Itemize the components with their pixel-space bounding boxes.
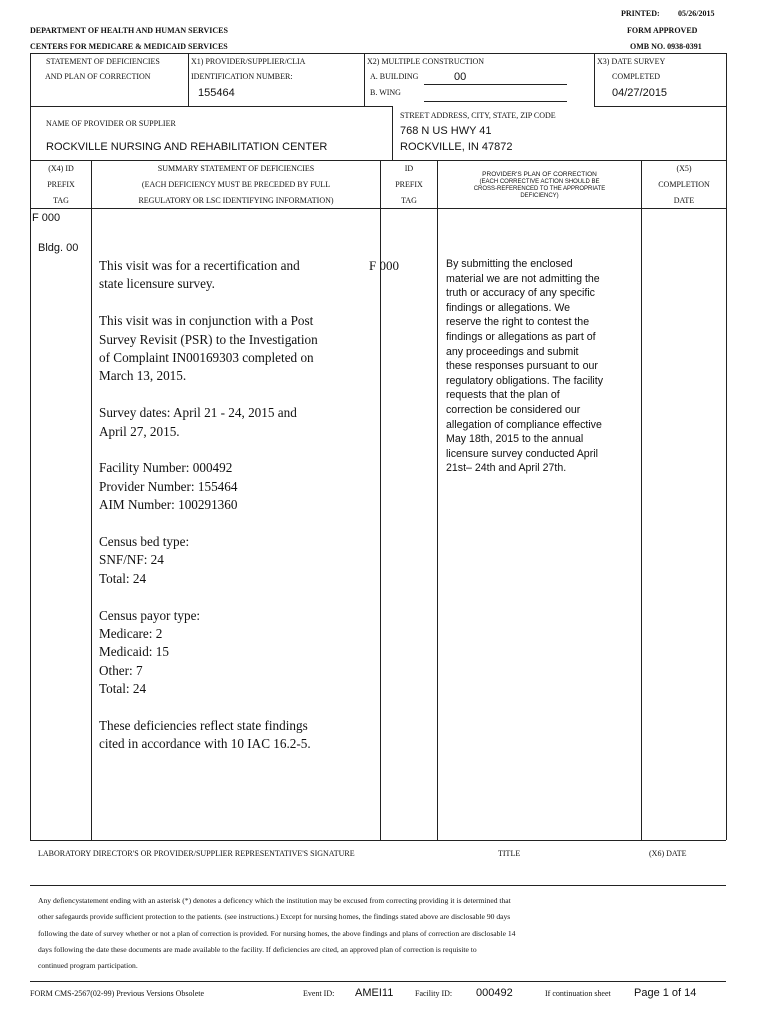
facility-id-value: 000492 — [476, 987, 513, 999]
x4-tag-label: TAG — [53, 196, 69, 205]
summary-line: This visit was for a recertification and — [99, 258, 300, 273]
footnote-line: days following the date these documents are made available to the facility. If deficiencies are cited, an approved plan of correction is requisite to — [38, 944, 477, 954]
building-tag: Bldg. 00 — [38, 242, 79, 254]
completion-label: COMPLETION — [658, 180, 710, 189]
summary-paragraph — [99, 404, 379, 441]
plan-line: these responses pursuant to our — [446, 360, 598, 373]
department-title: DEPARTMENT OF HEALTH AND HUMAN SERVICES — [30, 26, 228, 35]
form-approved: FORM APPROVED — [627, 26, 698, 35]
x6-date-label: (X6) DATE — [649, 849, 687, 858]
disclosure-footnote — [38, 893, 718, 974]
provider-id-value: 155464 — [198, 87, 235, 99]
statement-label: STATEMENT OF DEFICIENCIES — [46, 57, 160, 66]
plan-header-2: (EACH CORRECTIVE ACTION SHOULD BE — [479, 179, 600, 185]
summary-line: Census bed type: — [99, 534, 190, 550]
x2-construction-label: X2) MULTIPLE CONSTRUCTION — [367, 57, 485, 66]
footnote-line: following the date of survey whether or not a plan of correction is provided. For nursing homes, the above findings and plans of correction are disclosable 14 — [38, 928, 516, 938]
plan-header-4: DEFICIENCY) — [520, 193, 559, 199]
summary-line: These deficiencies reflect state findings — [99, 718, 308, 734]
summary-line: March 13, 2015. — [99, 368, 187, 384]
event-id-value: AMEI11 — [355, 987, 394, 999]
summary-header-2: (EACH DEFICIENCY MUST BE PRECEDED BY FULL — [141, 180, 331, 189]
footnote-line: continued program participation. — [38, 961, 138, 971]
printed-date: 05/26/2015 — [678, 9, 715, 18]
plan-line: allegation of compliance effective — [446, 418, 602, 431]
address-line-2: ROCKVILLE, IN 47872 — [400, 141, 513, 153]
summary-line: Other: 7 — [99, 662, 143, 678]
id-tag-label: TAG — [401, 196, 417, 205]
plan-line: truth or accuracy of any specific — [446, 287, 595, 300]
director-signature-label: LABORATORY DIRECTOR'S OR PROVIDER/SUPPLIER REPRESENTATIVE'S SIGNATURE — [38, 849, 355, 858]
plan-header-1: PROVIDER'S PLAN OF CORRECTION — [482, 171, 597, 178]
plan-line: 21st– 24th and April 27th. — [446, 462, 567, 475]
footnote-line: Any defiencystatement ending with an asterisk (*) denotes a deficency which the institution may be excused from correcting providing it is determined that — [38, 896, 511, 905]
centers-title: CENTERS FOR MEDICARE & MEDICAID SERVICES — [30, 42, 228, 51]
summary-line: This visit was in conjunction with a Post — [99, 313, 314, 329]
summary-paragraph — [99, 607, 379, 699]
summary-paragraph — [99, 533, 379, 588]
facility-id-label: Facility ID: — [415, 989, 453, 998]
summary-line: of Complaint IN00169303 completed on — [99, 350, 314, 366]
footnote-line: other safegaurds provide sufficient protection to the patients. (see instructions.) Except for nursing homes, the findings stated above are disclosable 90 days — [38, 912, 511, 922]
plan-line: findings or allegations as part of — [446, 330, 596, 343]
summary-line: SNF/NF: 24 — [99, 552, 164, 568]
summary-line: April 27, 2015. — [99, 423, 180, 439]
summary-header-1: SUMMARY STATEMENT OF DEFICIENCIES — [157, 164, 315, 173]
summary-line: Facility Number: 000492 — [99, 460, 233, 476]
summary-line: AIM Number: 100291360 — [99, 497, 238, 513]
plan-of-correction-text — [446, 257, 636, 476]
plan-line: material we are not admitting the — [446, 272, 600, 285]
summary-line: Census payor type: — [99, 607, 201, 623]
printed-label: PRINTED: — [621, 9, 660, 18]
x3-date-label: X3) DATE SURVEY — [597, 57, 666, 66]
summary-statement — [99, 257, 379, 772]
summary-paragraph — [99, 257, 379, 294]
event-id-label: Event ID: — [303, 989, 335, 998]
x5-label: (X5) — [676, 164, 692, 173]
x1-identification-label: IDENTIFICATION NUMBER: — [191, 72, 293, 81]
summary-line: Total: 24 — [99, 681, 147, 697]
plan-line: By submitting the enclosed — [446, 258, 573, 270]
wing-label: B. WING — [370, 88, 401, 97]
summary-line: Total: 24 — [99, 570, 147, 586]
summary-paragraph — [99, 717, 379, 754]
summary-line: Medicare: 2 — [99, 626, 163, 642]
plan-line: any proceedings and submit — [446, 345, 579, 358]
building-value: 00 — [454, 71, 467, 83]
x1-provider-label: X1) PROVIDER/SUPPLIER/CLIA — [191, 57, 306, 66]
summary-header-3: REGULATORY OR LSC IDENTIFYING INFORMATION) — [138, 196, 334, 205]
plan-line: correction be considered our — [446, 403, 581, 416]
address-line-1: 768 N US HWY 41 — [400, 125, 492, 137]
plan-line: findings or allegations. We — [446, 301, 571, 314]
continuation-label: If continuation sheet — [545, 989, 611, 998]
date-label: DATE — [673, 196, 695, 205]
plan-line: licensure survey conducted April — [446, 447, 598, 460]
provider-name-label: NAME OF PROVIDER OR SUPPLIER — [46, 119, 176, 128]
plan-line: May 18th, 2015 to the annual — [446, 433, 584, 446]
id-prefix-label: PREFIX — [395, 180, 423, 189]
plan-line: regulatory obligations. The facility — [446, 374, 604, 387]
building-label: A. BUILDING — [370, 72, 419, 81]
address-label: STREET ADDRESS, CITY, STATE, ZIP CODE — [400, 111, 556, 120]
form-number: FORM CMS-2567(02-99) Previous Versions Obsolete — [30, 989, 205, 998]
completed-label: COMPLETED — [612, 72, 660, 81]
id-label: ID — [404, 164, 414, 173]
omb-number: OMB NO. 0938-0391 — [630, 42, 702, 51]
summary-line: Survey Revisit (PSR) to the Investigation — [99, 331, 318, 347]
plan-line: requests that the plan of — [446, 389, 560, 402]
summary-line: Medicaid: 15 — [99, 644, 169, 660]
title-label: TITLE — [498, 849, 521, 858]
summary-paragraph — [99, 459, 379, 514]
deficiency-tag: F 000 — [32, 212, 61, 224]
summary-line: Provider Number: 155464 — [99, 478, 238, 494]
plan-header-3: CROSS-REFERENCED TO THE APPROPRIATE — [473, 186, 606, 192]
summary-line: state licensure survey. — [99, 276, 215, 292]
plan-of-correction-label: AND PLAN OF CORRECTION — [45, 72, 151, 81]
provider-name-value: ROCKVILLE NURSING AND REHABILITATION CENTER — [46, 141, 328, 153]
summary-line: cited in accordance with 10 IAC 16.2-5. — [99, 736, 311, 752]
survey-date-value: 04/27/2015 — [612, 87, 668, 99]
x4-prefix-label: PREFIX — [47, 180, 75, 189]
summary-line: Survey dates: April 21 - 24, 2015 and — [99, 405, 297, 421]
plan-id-tag: F 000 — [369, 258, 399, 273]
page-number: Page 1 of 14 — [634, 987, 697, 999]
plan-line: reserve the right to contest the — [446, 316, 590, 329]
summary-paragraph — [99, 312, 379, 386]
x4-id-label: (X4) ID — [48, 164, 74, 173]
